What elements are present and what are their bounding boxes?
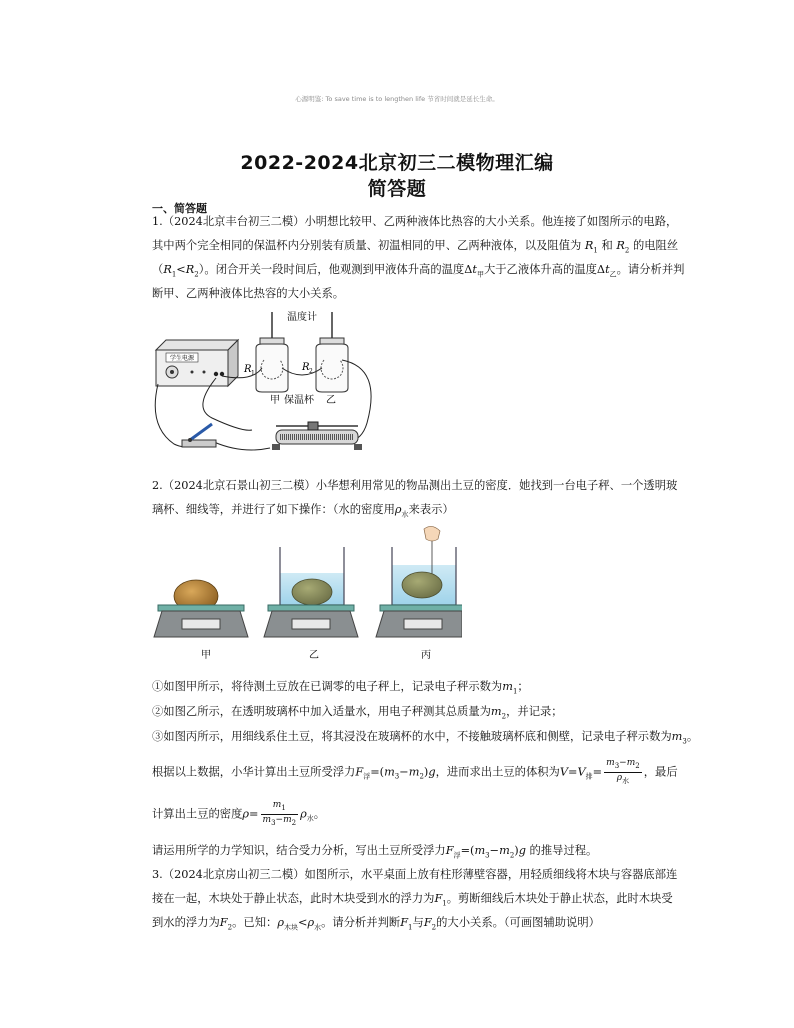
q2-calc-2: 计算出土豆的密度ρ= $\frac{m_1}{m_3-m_2}$ $\rho_水$。 (152, 800, 326, 827)
q3-line-1: 3.（2024北京房山初三二模）如图所示，水平桌面上放有柱形薄壁容器，用轻质细线将木块与容器底部连 (152, 868, 678, 881)
r1-label: R (244, 364, 252, 375)
scale-jia (154, 580, 248, 637)
scale-yi (264, 547, 358, 637)
scale-bing (376, 526, 462, 637)
bottle-yi (316, 312, 348, 392)
q2-calc-1: 根据以上数据，小华计算出土豆所受浮力$F_浮=(m_3-m_2)g$，进而求出土豆的体积为$V=V_排=$ $\frac{m_3-m_2}{\rho_水}$ ，最后 (152, 758, 678, 785)
q1-line-4: 断甲、乙两种液体比热容的大小关系。 (152, 287, 345, 300)
rheostat (272, 422, 362, 450)
switch (182, 424, 216, 447)
svg-text:2: 2 (309, 368, 313, 375)
page-title: 2022-2024北京初三二模物理汇编 (240, 152, 554, 174)
circuit-figure (152, 308, 392, 468)
q2-ask: 请运用所学的力学知识，结合受力分析，写出土豆所受浮力$F_浮=(m_3-m_2)g$ 的推导过程。 (152, 844, 598, 860)
thermometer-label: 温度计 (287, 312, 317, 323)
r2-label: R (302, 362, 310, 373)
q1-line-2: 其中两个完全相同的保温杯内分别装有质量、初温相同的甲、乙两种液体，以及阻值为 $R_1$ 和 $R_2$ 的电阻丝 (152, 239, 679, 255)
label-jia: 甲 (201, 650, 211, 661)
bottle-jia (256, 312, 288, 392)
q3-line-3: 到水的浮力为$F_2$。已知：$\rho_{木块}<\rho_水$。请分析并判断$F_1$与$F_2$的大小关系。（可画图辅助说明） (152, 916, 600, 932)
cup-label: 保温杯 (284, 395, 314, 406)
label-bing: 丙 (421, 650, 431, 661)
q2-line-2: 璃杯、细线等，并进行了如下操作：（水的密度用$\rho_水$来表示） (152, 503, 454, 519)
q2-step-2: ②如图乙所示，在透明玻璃杯中加入适量水，用电子秤测其总质量为$m_2$，并记录； (152, 705, 563, 721)
yi-label: 乙 (326, 395, 336, 406)
q1-line-3: $(R_1<R_2)$。闭合开关一段时间后，他观测到甲液体升高的温度$\Delta t_甲$大于乙液体升高的温度$\Delta t_乙$。请分析并判 (152, 263, 685, 279)
jia-label: 甲 (270, 395, 280, 406)
q2-line-1: 2.（2024北京石景山初三二模）小华想利用常见的物品测出土豆的密度．她找到一台电子秤、一个透明玻 (152, 479, 678, 492)
q2-step-3: ③如图丙所示，用细线系住土豆，将其浸没在玻璃杯的水中，不接触玻璃杯底和侧壁，记录电子秤示数为$m_3$。 (152, 730, 699, 746)
header-note: 心源明鉴: To save time is to lengthen life 节省时间就是延长生命。 (295, 95, 499, 103)
svg-text:1: 1 (251, 370, 255, 377)
power-supply (156, 340, 238, 386)
q3-line-2: 接在一起，木块处于静止状态，此时木块受到水的浮力为$F_1$。剪断细线后木块处于静止状态，此时木块受 (152, 892, 673, 908)
section-heading: 一、简答题 (152, 202, 207, 215)
q2-step-1: ①如图甲所示，将待测土豆放在已调零的电子秤上，记录电子秤示数为$m_1$； (152, 680, 529, 696)
q1-line-1: 1.（2024北京丰台初三二模）小明想比较甲、乙两种液体比热容的大小关系。他连接了如图所示的电路， (152, 215, 678, 228)
page-subtitle: 简答题 (367, 178, 427, 200)
power-label: 学生电源 (169, 355, 195, 362)
label-yi: 乙 (309, 650, 319, 661)
scales-figure (152, 525, 462, 665)
